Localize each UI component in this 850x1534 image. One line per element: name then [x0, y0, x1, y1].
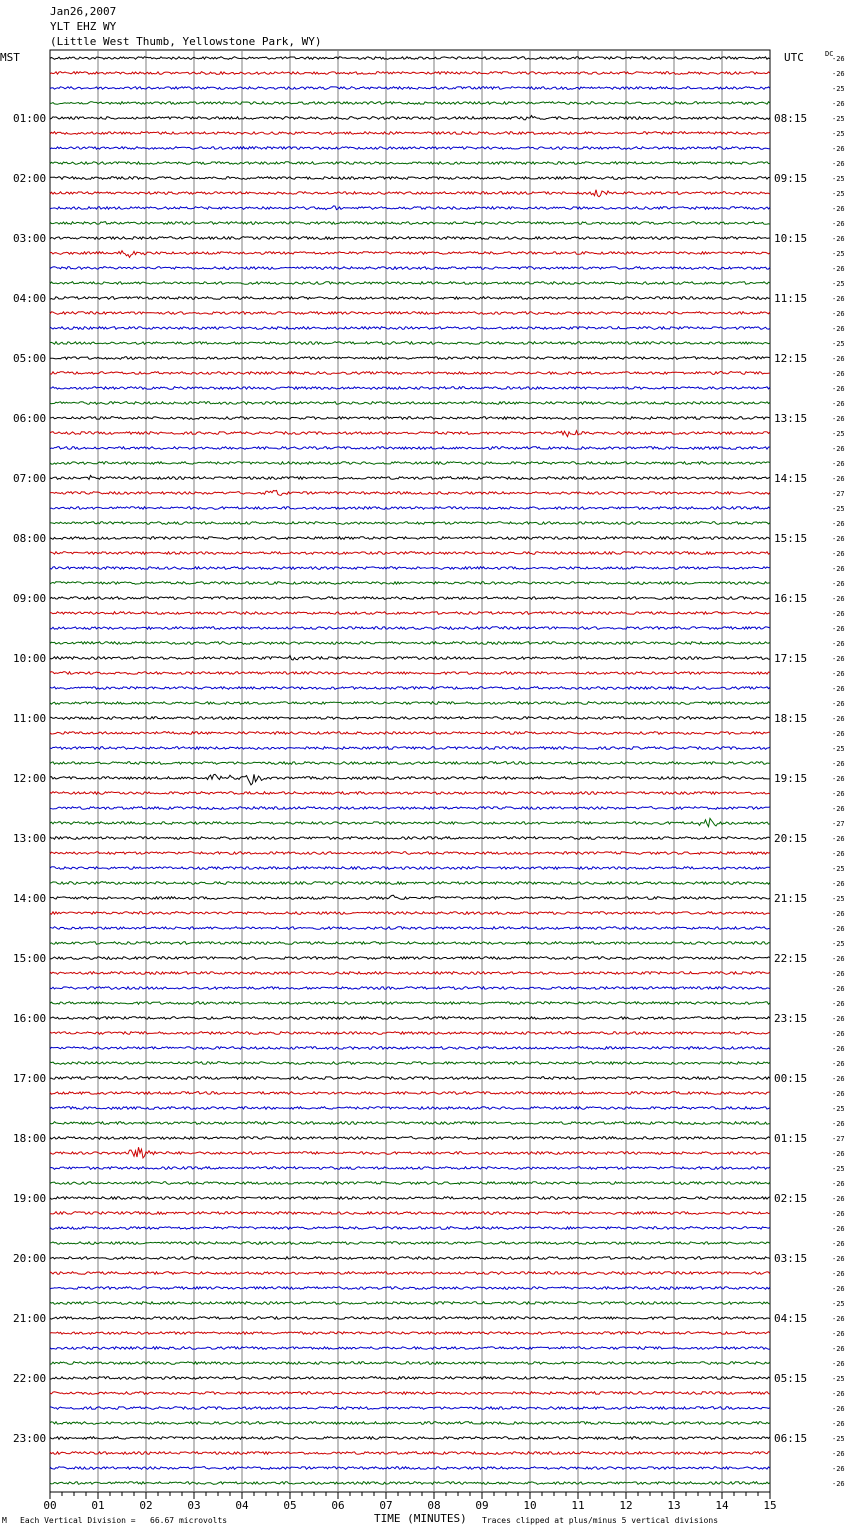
trace-line	[50, 867, 770, 870]
left-hour-label: 01:00	[13, 112, 47, 125]
trace-line	[50, 987, 770, 990]
dc-offset-label: -26	[832, 1075, 845, 1083]
dc-offset-label: -25	[832, 1165, 845, 1173]
dc-offset-label: -26	[832, 760, 845, 768]
trace-line	[50, 1287, 770, 1290]
trace-line	[50, 732, 770, 735]
trace-line	[50, 912, 770, 915]
trace-line	[50, 1017, 770, 1020]
dc-offset-label: -25	[832, 1105, 845, 1113]
right-hour-label: 11:15	[774, 292, 808, 305]
dc-offset-label: -26	[832, 100, 845, 108]
trace-line	[50, 1437, 770, 1440]
dc-offset-label: -26	[832, 400, 845, 408]
x-tick-label: 13	[667, 1499, 681, 1512]
trace-line	[50, 190, 770, 197]
right-hour-label: 18:15	[774, 712, 808, 725]
dc-offset-label: -26	[832, 220, 845, 228]
trace-line	[50, 972, 770, 975]
right-hour-label: 10:15	[774, 232, 808, 245]
x-tick-label: 04	[235, 1499, 249, 1512]
dc-offset-label: -26	[832, 1120, 845, 1128]
dc-offset-label: -26	[832, 235, 845, 243]
trace-line	[50, 132, 770, 135]
x-tick-label: 15	[763, 1499, 777, 1512]
dc-offset-label: -25	[832, 130, 845, 138]
trace-line	[50, 942, 770, 945]
left-hour-label: 23:00	[13, 1432, 47, 1445]
left-hour-label: 10:00	[13, 652, 47, 665]
x-tick-label: 01	[91, 1499, 105, 1512]
dc-offset-label: -26	[832, 355, 845, 363]
trace-line	[50, 162, 770, 165]
dc-offset-label: -25	[832, 895, 845, 903]
trace-line	[50, 251, 770, 258]
trace-line	[50, 927, 770, 930]
trace-line	[50, 507, 770, 510]
dc-offset-label: -26	[832, 850, 845, 858]
dc-offset-label: -27	[832, 490, 845, 498]
trace-line	[50, 431, 770, 437]
dc-offset-label: -26	[832, 775, 845, 783]
station-location: (Little West Thumb, Yellowstone Park, WY)	[50, 35, 322, 48]
trace-line	[50, 1392, 770, 1395]
dc-offset-label: -26	[832, 580, 845, 588]
right-hour-label: 09:15	[774, 172, 808, 185]
dc-offset-label: -26	[832, 1045, 845, 1053]
trace-line	[50, 1407, 770, 1410]
trace-line	[50, 417, 770, 420]
left-hour-label: 14:00	[13, 892, 47, 905]
right-hour-label: 12:15	[774, 352, 808, 365]
dc-offset-label: -26	[832, 370, 845, 378]
left-hour-label: 02:00	[13, 172, 47, 185]
right-hour-label: 22:15	[774, 952, 808, 965]
left-hour-label: 05:00	[13, 352, 47, 365]
dc-offset-label: -26	[832, 970, 845, 978]
right-hour-label: 17:15	[774, 652, 808, 665]
trace-line	[50, 672, 770, 675]
dc-offset-label: -26	[832, 595, 845, 603]
trace-line	[50, 1257, 770, 1260]
dc-offset-label: -25	[832, 175, 845, 183]
dc-offset-label: -26	[832, 910, 845, 918]
left-hour-label: 07:00	[13, 472, 47, 485]
right-hour-label: 01:15	[774, 1132, 808, 1145]
dc-offset-label: -26	[832, 1315, 845, 1323]
trace-line	[50, 1182, 770, 1185]
right-hour-label: 08:15	[774, 112, 808, 125]
left-hour-label: 04:00	[13, 292, 47, 305]
trace-line	[50, 371, 770, 374]
trace-line	[50, 222, 770, 225]
trace-line	[50, 402, 770, 405]
dc-offset-label: -26	[832, 670, 845, 678]
dc-offset-label: -26	[832, 1180, 845, 1188]
dc-offset-label: -26	[832, 205, 845, 213]
trace-line	[50, 102, 770, 105]
trace-line	[50, 1377, 770, 1380]
right-hour-label: 21:15	[774, 892, 808, 905]
trace-line	[50, 387, 770, 390]
trace-line	[50, 1002, 770, 1005]
trace-line	[50, 1227, 770, 1230]
right-hour-label: 00:15	[774, 1072, 808, 1085]
dc-offset-label: -26	[832, 1195, 845, 1203]
dc-offset-label: -26	[832, 1360, 845, 1368]
dc-offset-label: -26	[832, 1420, 845, 1428]
trace-line	[50, 327, 770, 330]
trace-line	[50, 1272, 770, 1275]
trace-line	[50, 552, 770, 555]
dc-offset-label: -26	[832, 325, 845, 333]
dc-offset-label: -26	[832, 475, 845, 483]
x-tick-label: 03	[187, 1499, 201, 1512]
trace-line	[50, 717, 770, 720]
trace-line	[50, 567, 770, 570]
dc-offset-label: -26	[832, 1000, 845, 1008]
dc-offset-label: -26	[832, 1480, 845, 1488]
trace-line	[50, 462, 770, 465]
trace-line	[50, 72, 770, 75]
left-hour-label: 03:00	[13, 232, 47, 245]
dc-offset-label: -26	[832, 685, 845, 693]
x-axis-title: TIME (MINUTES)	[374, 1512, 467, 1525]
trace-line	[50, 837, 770, 840]
dc-offset-label: -26	[832, 460, 845, 468]
dc-offset-label: -26	[832, 640, 845, 648]
trace-line	[50, 957, 770, 960]
left-timezone-label: MST	[0, 51, 20, 64]
dc-offset-label: -26	[832, 1015, 845, 1023]
right-hour-label: 05:15	[774, 1372, 808, 1385]
trace-line	[50, 206, 770, 210]
dc-offset-label: -26	[832, 1210, 845, 1218]
dc-offset-label: -26	[832, 955, 845, 963]
dc-offset-label: -26	[832, 265, 845, 273]
dc-offset-label: -26	[832, 565, 845, 573]
trace-line	[50, 612, 770, 615]
trace-line	[50, 1197, 770, 1200]
right-hour-label: 04:15	[774, 1312, 808, 1325]
trace-line	[50, 1147, 770, 1158]
corner-mark: M	[2, 1516, 7, 1525]
dc-offset-label: -27	[832, 1135, 845, 1143]
right-hour-label: 16:15	[774, 592, 808, 605]
trace-line	[50, 147, 770, 150]
right-hour-label: 13:15	[774, 412, 808, 425]
dc-offset-label: -26	[832, 805, 845, 813]
trace-line	[50, 1482, 770, 1485]
trace-line	[50, 1092, 770, 1095]
dc-offset-label: -26	[832, 145, 845, 153]
trace-line	[50, 1137, 770, 1140]
trace-line	[50, 1032, 770, 1035]
trace-line	[50, 297, 770, 300]
trace-line	[50, 1167, 770, 1170]
trace-line	[50, 447, 770, 450]
dc-offset-label: -26	[832, 1450, 845, 1458]
dc-offset-label: -26	[832, 445, 845, 453]
trace-line	[50, 627, 770, 630]
trace-line	[50, 774, 770, 785]
left-hour-label: 16:00	[13, 1012, 47, 1025]
right-hour-label: 03:15	[774, 1252, 808, 1265]
x-tick-label: 05	[283, 1499, 297, 1512]
dc-offset-label: -26	[832, 715, 845, 723]
dc-offset-label: -25	[832, 280, 845, 288]
trace-line	[50, 747, 770, 750]
trace-line	[50, 1302, 770, 1305]
trace-line	[50, 582, 770, 585]
right-hour-label: 23:15	[774, 1012, 808, 1025]
trace-line	[50, 1242, 770, 1245]
x-tick-label: 11	[571, 1499, 585, 1512]
dc-offset-label: -26	[832, 1030, 845, 1038]
trace-line	[50, 1062, 770, 1065]
trace-line	[50, 1362, 770, 1365]
dc-offset-label: -26	[832, 70, 845, 78]
right-hour-label: 20:15	[774, 832, 808, 845]
chart-date: Jan26,2007	[50, 5, 117, 18]
dc-offset-label: -26	[832, 1405, 845, 1413]
x-tick-label: 14	[715, 1499, 729, 1512]
dc-offset-label: -26	[832, 1270, 845, 1278]
right-timezone-label: UTC	[784, 51, 804, 64]
station-code: YLT EHZ WY	[50, 20, 117, 33]
left-hour-label: 12:00	[13, 772, 47, 785]
dc-offset-label: -26	[832, 1240, 845, 1248]
dc-heading: DC	[825, 50, 834, 58]
dc-offset-label: -26	[832, 1330, 845, 1338]
dc-offset-label: -26	[832, 730, 845, 738]
right-hour-label: 06:15	[774, 1432, 808, 1445]
dc-offset-label: -25	[832, 745, 845, 753]
trace-line	[50, 1107, 770, 1110]
trace-line	[50, 702, 770, 705]
trace-line	[50, 537, 770, 540]
trace-line	[50, 1467, 770, 1470]
dc-offset-label: -26	[832, 520, 845, 528]
dc-offset-label: -26	[832, 385, 845, 393]
x-tick-label: 08	[427, 1499, 441, 1512]
trace-line	[50, 895, 770, 899]
dc-offset-label: -26	[832, 610, 845, 618]
dc-offset-label: -26	[832, 700, 845, 708]
trace-line	[50, 1332, 770, 1335]
dc-offset-label: -26	[832, 160, 845, 168]
right-hour-label: 14:15	[774, 472, 808, 485]
trace-line	[50, 490, 770, 495]
trace-line	[50, 1212, 770, 1215]
dc-offset-label: -26	[832, 655, 845, 663]
dc-offset-label: -26	[832, 925, 845, 933]
dc-offset-label: -26	[832, 790, 845, 798]
right-hour-label: 15:15	[774, 532, 808, 545]
trace-line	[50, 597, 770, 600]
dc-offset-label: -26	[832, 985, 845, 993]
x-tick-label: 06	[331, 1499, 345, 1512]
trace-line	[50, 1422, 770, 1425]
dc-offset-label: -26	[832, 1225, 845, 1233]
left-hour-label: 15:00	[13, 952, 47, 965]
dc-offset-label: -26	[832, 535, 845, 543]
dc-offset-label: -25	[832, 250, 845, 258]
trace-line	[50, 687, 770, 690]
trace-line	[50, 1317, 770, 1320]
dc-offset-label: -26	[832, 880, 845, 888]
dc-offset-label: -26	[832, 55, 845, 63]
dc-offset-label: -25	[832, 190, 845, 198]
trace-line	[50, 882, 770, 885]
trace-line	[50, 522, 770, 525]
left-hour-label: 21:00	[13, 1312, 47, 1325]
trace-line	[50, 312, 770, 315]
trace-line	[50, 357, 770, 360]
trace-line	[50, 177, 770, 180]
dc-offset-label: -26	[832, 1150, 845, 1158]
dc-offset-label: -25	[832, 85, 845, 93]
dc-offset-label: -26	[832, 1465, 845, 1473]
dc-offset-label: -25	[832, 865, 845, 873]
trace-line	[50, 1077, 770, 1080]
left-hour-label: 17:00	[13, 1072, 47, 1085]
left-hour-label: 19:00	[13, 1192, 47, 1205]
x-tick-label: 10	[523, 1499, 537, 1512]
dc-offset-label: -26	[832, 1090, 845, 1098]
dc-offset-label: -26	[832, 295, 845, 303]
dc-offset-label: -26	[832, 1345, 845, 1353]
trace-line	[50, 237, 770, 240]
trace-line	[50, 476, 770, 480]
trace-line	[50, 1452, 770, 1455]
clip-note: Traces clipped at plus/minus 5 vertical divisions	[482, 1516, 719, 1525]
dc-offset-label: -26	[832, 1060, 845, 1068]
x-tick-label: 07	[379, 1499, 393, 1512]
left-hour-label: 09:00	[13, 592, 47, 605]
dc-offset-label: -26	[832, 550, 845, 558]
left-hour-label: 08:00	[13, 532, 47, 545]
dc-offset-label: -26	[832, 1390, 845, 1398]
trace-line	[50, 342, 770, 345]
trace-line	[50, 267, 770, 270]
scale-note: Each Vertical Division = 66.67 microvolts	[20, 1516, 228, 1525]
trace-line	[50, 1347, 770, 1350]
dc-offset-label: -26	[832, 1255, 845, 1263]
right-hour-label: 19:15	[774, 772, 808, 785]
right-hour-label: 02:15	[774, 1192, 808, 1205]
dc-offset-label: -25	[832, 1435, 845, 1443]
trace-line	[50, 792, 770, 795]
left-hour-label: 22:00	[13, 1372, 47, 1385]
trace-line	[50, 642, 770, 645]
trace-line	[50, 1047, 770, 1050]
left-hour-label: 18:00	[13, 1132, 47, 1145]
dc-offset-label: -25	[832, 1300, 845, 1308]
dc-offset-label: -25	[832, 430, 845, 438]
x-tick-label: 09	[475, 1499, 489, 1512]
trace-line	[50, 762, 770, 765]
trace-line	[50, 852, 770, 855]
trace-line	[50, 807, 770, 810]
trace-line	[50, 57, 770, 60]
x-tick-label: 00	[43, 1499, 57, 1512]
left-hour-label: 11:00	[13, 712, 47, 725]
dc-offset-label: -25	[832, 940, 845, 948]
trace-line	[50, 655, 770, 660]
dc-offset-label: -26	[832, 625, 845, 633]
dc-offset-label: -25	[832, 115, 845, 123]
dc-offset-label: -26	[832, 310, 845, 318]
trace-line	[50, 116, 770, 120]
left-hour-label: 20:00	[13, 1252, 47, 1265]
dc-offset-label: -25	[832, 340, 845, 348]
left-hour-label: 13:00	[13, 832, 47, 845]
dc-offset-label: -25	[832, 1375, 845, 1383]
dc-offset-label: -25	[832, 505, 845, 513]
x-tick-label: 02	[139, 1499, 153, 1512]
left-hour-label: 06:00	[13, 412, 47, 425]
dc-offset-label: -27	[832, 820, 845, 828]
trace-line	[50, 818, 770, 826]
dc-offset-label: -26	[832, 1285, 845, 1293]
trace-line	[50, 282, 770, 285]
x-tick-label: 12	[619, 1499, 633, 1512]
trace-line	[50, 1122, 770, 1125]
dc-offset-label: -26	[832, 415, 845, 423]
dc-offset-label: -26	[832, 835, 845, 843]
trace-line	[50, 87, 770, 90]
